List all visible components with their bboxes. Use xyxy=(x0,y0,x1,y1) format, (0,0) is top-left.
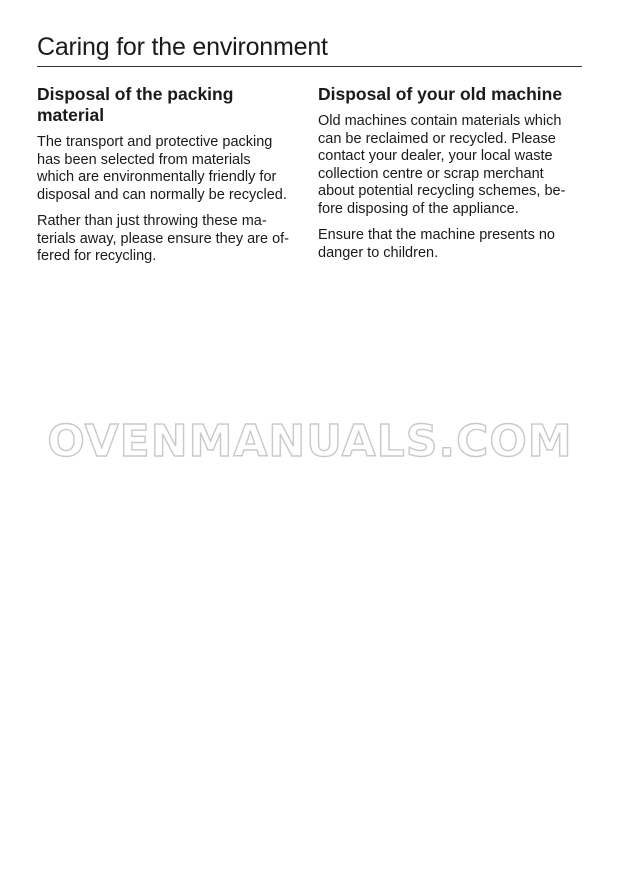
packing-disposal-paragraph-1: The transport and protective packing has been selected from materials which are environmentally friendly for disposal and can normally be recycled. xyxy=(37,134,287,203)
old-machine-disposal-section xyxy=(318,84,578,271)
page-title: Caring for the environment xyxy=(37,33,328,61)
old-machine-disposal-heading: Disposal of your old machine xyxy=(318,84,563,104)
packing-disposal-paragraph-2: Rather than just throwing these ma- terials away, please ensure they are of- fered for recycling. xyxy=(37,213,290,264)
watermark-text: OVENMANUALS.COM xyxy=(47,416,573,467)
packing-disposal-heading: Disposal of the packing material xyxy=(37,84,234,125)
header-divider xyxy=(37,66,582,67)
old-machine-disposal-paragraph-2: Ensure that the machine presents no danger to children. xyxy=(318,227,555,261)
page-header xyxy=(37,30,582,75)
old-machine-disposal-paragraph-1: Old machines contain materials which can be reclaimed or recycled. Please contact your dealer, your local waste collection centre or scrap merchant about potential recycling schemes, be- fore disposing of the appliance. xyxy=(318,113,566,217)
packing-disposal-section xyxy=(37,84,299,275)
